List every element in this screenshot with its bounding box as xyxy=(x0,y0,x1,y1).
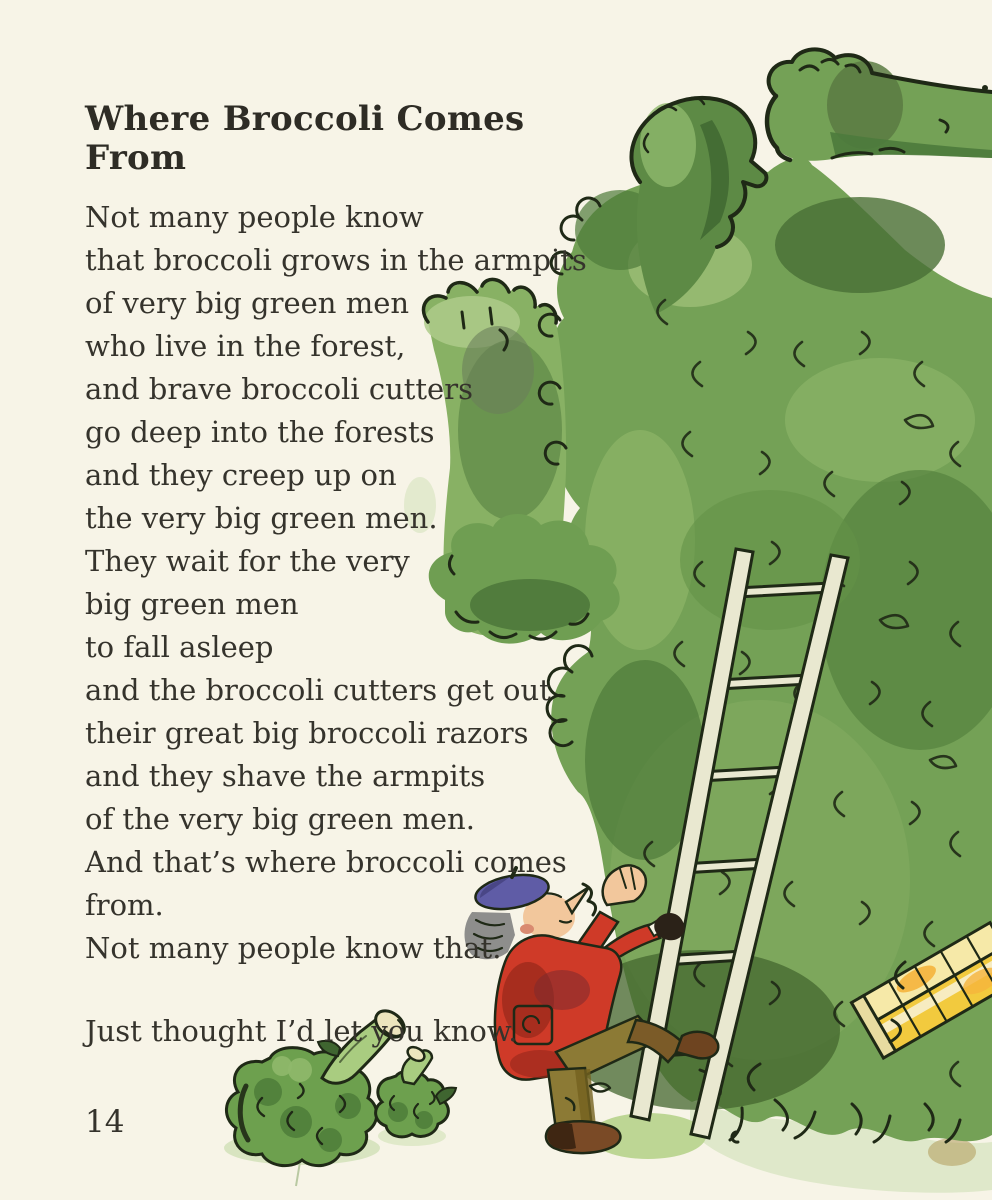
page-number: 14 xyxy=(85,1104,125,1140)
poem-line: the very big green men. xyxy=(85,501,438,536)
poem-line: their great big broccoli razors xyxy=(85,716,529,751)
poem-line: who live in the forest, xyxy=(85,329,406,364)
poem-title: Where Broccoli Comes From xyxy=(85,99,525,179)
poem-line: go deep into the forests xyxy=(85,415,435,450)
poem-text-column xyxy=(85,100,625,1053)
poem-line: to fall asleep xyxy=(85,630,274,665)
poem-line: that broccoli grows in the armpits xyxy=(85,243,587,278)
poem-line: and the broccoli cutters get out xyxy=(85,673,551,708)
poem-line: big green men xyxy=(85,587,299,622)
poem-closing-line: Just thought I’d let you know. xyxy=(85,1014,518,1049)
poem-line: and they creep up on xyxy=(85,458,397,493)
poem-line: Not many people know that. xyxy=(85,931,502,966)
poem-line: Not many people know xyxy=(85,200,424,235)
raised-shoe xyxy=(676,1032,718,1059)
broccoli-small xyxy=(376,1044,456,1146)
poem-line: And that’s where broccoli comes from. xyxy=(85,845,567,923)
poem-line: of the very big green men. xyxy=(85,802,475,837)
poem-line: They wait for the very xyxy=(85,544,410,579)
poem-line: and they shave the armpits xyxy=(85,759,486,794)
poem-line: of very big green men xyxy=(85,286,410,321)
poem-body xyxy=(85,196,625,970)
poem-line: and brave broccoli cutters xyxy=(85,372,473,407)
giant-arm-fist xyxy=(765,49,992,160)
